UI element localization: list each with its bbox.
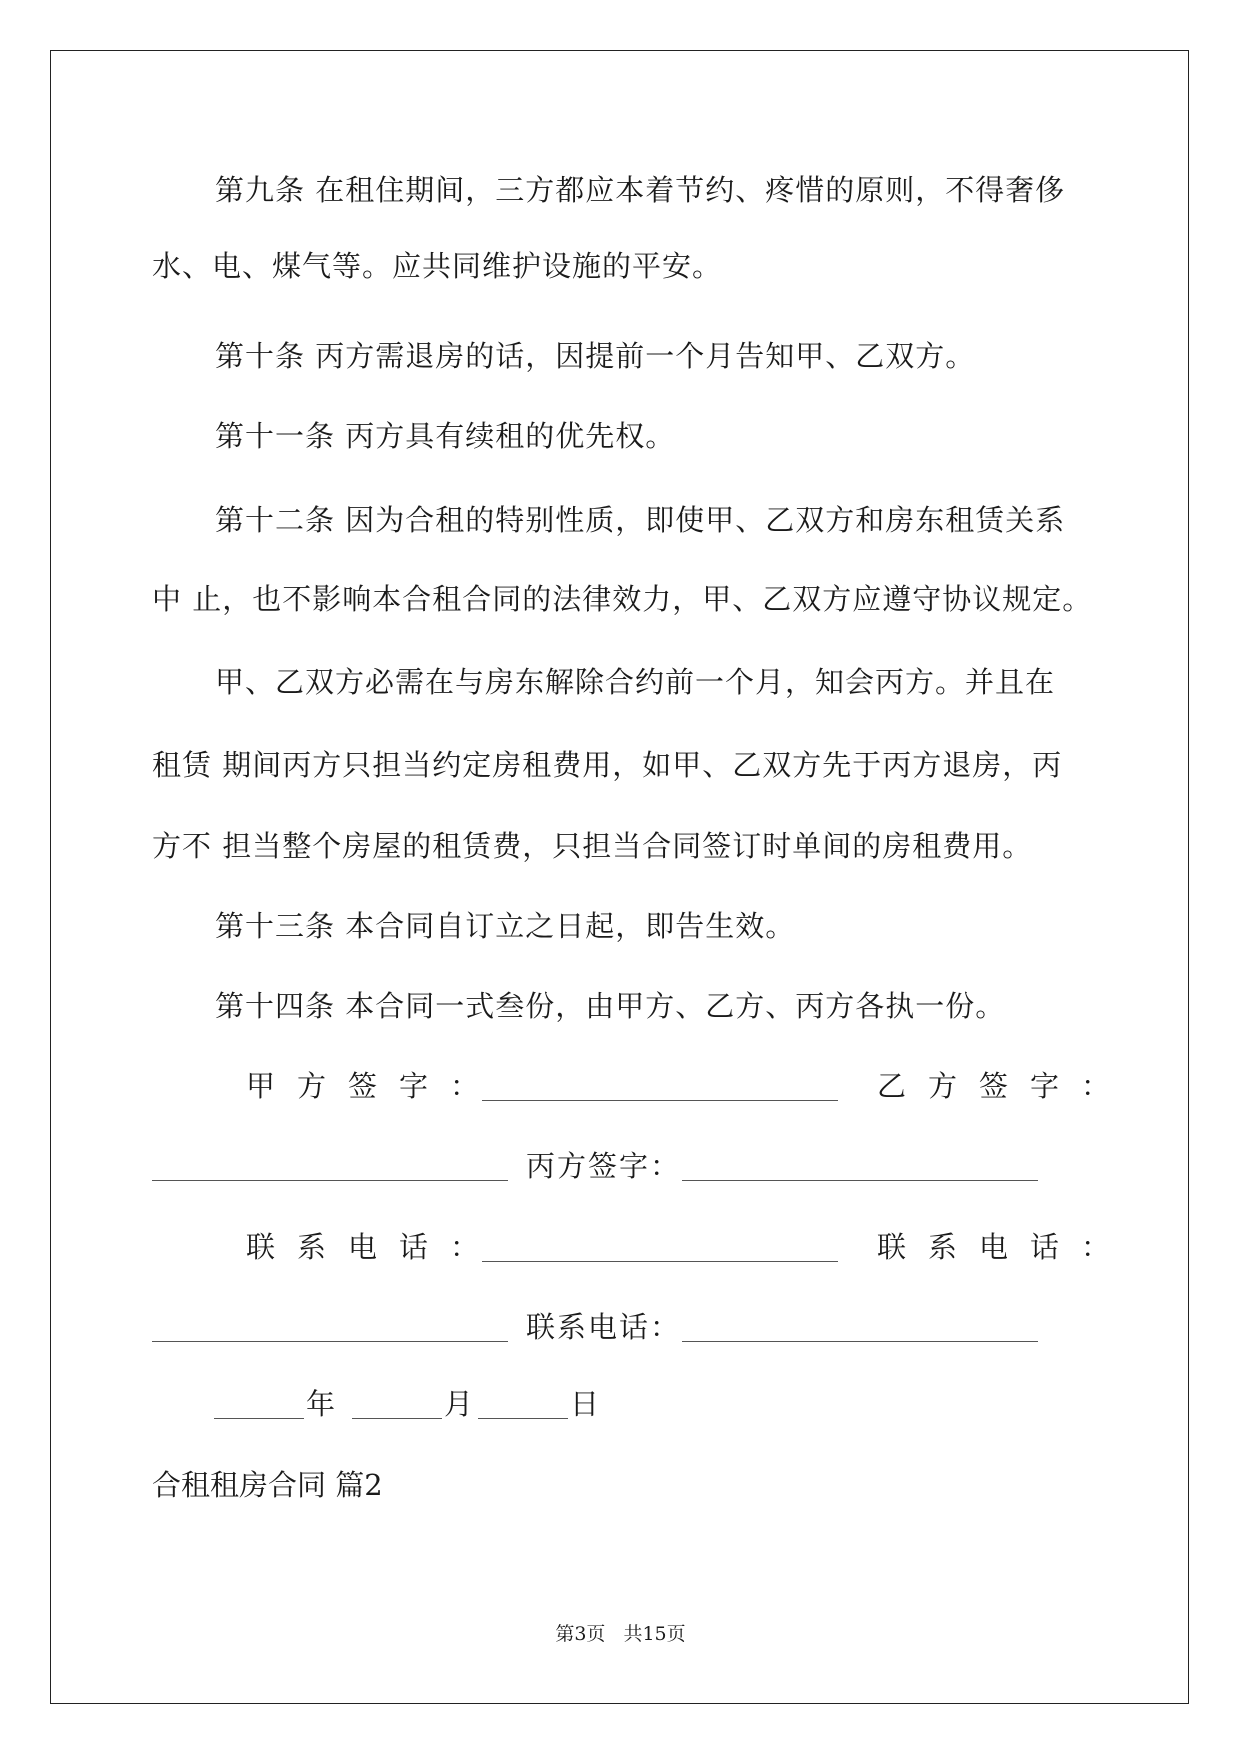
clause-13: 第十三条 本合同自订立之日起，即告生效。 [215,909,796,943]
party-a-phone-blank [482,1235,838,1262]
clause-12-line-2: 中 止，也不影响本合租合同的法律效力，甲、乙双方应遵守协议规定。 [152,582,1093,616]
total-pages: 共15页 [623,1623,686,1645]
month-label: 月 [444,1387,474,1421]
clause-10: 第十条 丙方需退房的话，因提前一个月告知甲、乙双方。 [215,339,976,373]
page-frame [50,50,1189,1704]
signature-row-2 [152,1146,1072,1186]
party-a-sign-blank [482,1074,838,1101]
signature-row-1 [152,1066,1133,1106]
year-blank [214,1392,304,1419]
clause-12-para-2-line-1: 甲、乙双方必需在与房东解除合约前一个月，知会丙方。并且在 [215,665,1056,699]
page-footer [0,1622,1241,1646]
clause-9-line-1: 第九条 在租住期间，三方都应本着节约、疼惜的原则，不得奢侈 [215,173,1066,207]
signature-row-3 [152,1227,1133,1267]
party-b-sign-label: 乙方签字： [877,1069,1133,1103]
party-b-sign-blank [152,1154,508,1181]
page-number: 第3页 [555,1623,606,1645]
party-a-sign-label: 甲方签字： [246,1069,502,1103]
clause-12-para-2-line-3: 方不 担当整个房屋的租赁费，只担当合同签订时单间的房租费用。 [152,829,1033,863]
party-c-sign-blank [682,1154,1038,1181]
day-blank [478,1392,568,1419]
clause-11: 第十一条 丙方具有续租的优先权。 [215,419,676,453]
year-label: 年 [306,1387,336,1421]
party-b-phone-label: 联系电话： [877,1230,1133,1264]
clause-14: 第十四条 本合同一式叁份，由甲方、乙方、丙方各执一份。 [215,989,1006,1023]
day-label: 日 [570,1387,600,1421]
signature-row-4 [152,1307,1072,1347]
party-b-phone-blank [152,1315,508,1342]
party-c-phone-label: 联系电话： [526,1310,682,1344]
party-a-phone-label: 联系电话： [246,1230,502,1264]
clause-12-line-1: 第十二条 因为合租的特别性质，即使甲、乙双方和房东租赁关系 [215,503,1066,537]
date-row [152,1384,1072,1424]
party-c-sign-label: 丙方签字： [526,1149,682,1183]
next-contract-heading: 合租租房合同 篇2 [152,1468,383,1502]
clause-12-para-2-line-2: 租赁 期间丙方只担当约定房租费用，如甲、乙双方先于丙方退房，丙 [152,748,1063,782]
clause-9-line-2: 水、电、煤气等。应共同维护设施的平安。 [152,249,723,283]
party-c-phone-blank [682,1315,1038,1342]
month-blank [352,1392,442,1419]
